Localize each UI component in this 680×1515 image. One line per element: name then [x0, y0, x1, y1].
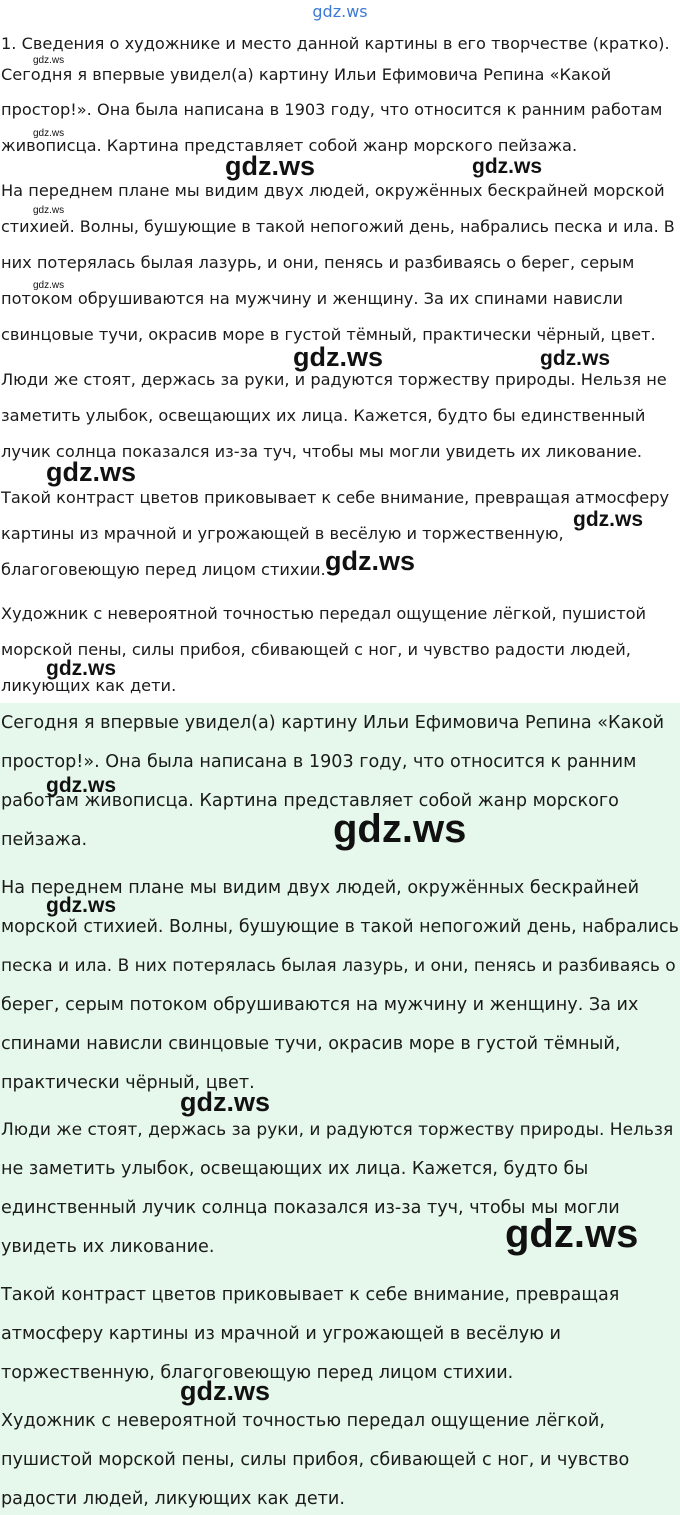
text-line: берег, серым потоком обрушиваются на мужчину и женщину. За их — [1, 995, 639, 1015]
text-line: работам живописца. Картина представляет собой жанр морского — [1, 791, 619, 811]
text-line: Люди же стоят, держась за руки, и радуются торжеству природы. Нельзя не — [1, 370, 667, 389]
watermark: gdz.ws — [505, 1212, 639, 1256]
watermark: gdz.ws — [333, 807, 467, 851]
text-line: атмосферу картины из мрачной и угрожающей в весёлую и — [1, 1324, 561, 1344]
text-line: Такой контраст цветов приковывает к себе внимание, превращая — [1, 1285, 620, 1305]
watermark: gdz.ws — [46, 774, 117, 797]
text-line: пушистой морской пены, силы прибоя, сбивающей с ног, и чувство — [1, 1450, 630, 1470]
text-line: стихией. Волны, бушующие в такой непогожий день, набрались песка и ила. В — [1, 217, 675, 236]
watermark: gdz.ws — [46, 657, 117, 680]
text-line: не заметить улыбок, освещающих их лица. Кажется, будто бы — [1, 1159, 589, 1179]
watermark: gdz.ws — [293, 342, 384, 372]
watermark: gdz.ws — [46, 894, 117, 917]
text-line: морской стихией. Волны, бушующие в такой непогожий день, набрались — [1, 917, 679, 937]
watermark: gdz.ws — [225, 151, 316, 181]
original-answer-section — [0, 0, 680, 703]
text-line: На переднем плане мы видим двух людей, окружённых бескрайней морской — [1, 181, 665, 200]
watermark: gdz.ws — [33, 280, 65, 291]
text-line: радости людей, ликующих как дети. — [1, 1489, 345, 1509]
watermark: gdz.ws — [33, 128, 65, 139]
text-line: Сегодня я впервые увидел(а) картину Ильи Ефимовича Репина «Какой — [1, 65, 612, 84]
text-line: увидеть их ликование. — [1, 1237, 215, 1257]
text-line: Художник с невероятной точностью передал ощущение лёгкой, пушистой — [1, 604, 647, 623]
text-line: спинами нависли свинцовые тучи, окрасив море в густой тёмный, — [1, 1034, 621, 1054]
text-line: простор!». Она была написана в 1903 году, что относится к ранним — [1, 752, 637, 772]
watermark: gdz.ws — [325, 546, 416, 576]
watermark: gdz.ws — [180, 1087, 271, 1117]
text-line: ликующих как дети. — [1, 676, 177, 695]
watermark: gdz.ws — [46, 457, 137, 487]
watermark: gdz.ws — [573, 508, 644, 531]
text-line: Сегодня я впервые увидел(а) картину Ильи Ефимовича Репина «Какой — [1, 713, 665, 733]
text-line: практически чёрный, цвет. — [1, 1073, 255, 1093]
text-line: Художник с невероятной точностью передал ощущение лёгкой, — [1, 1411, 605, 1431]
text-line: лучик солнца показался из-за туч, чтобы мы могли увидеть их ликование. — [1, 442, 643, 461]
watermark: gdz.ws — [540, 347, 611, 370]
text-line: морской пены, силы прибоя, сбивающей с ног, и чувство радости людей, — [1, 640, 631, 659]
text-line: пейзажа. — [1, 830, 88, 850]
text-line: На переднем плане мы видим двух людей, окружённых бескрайней — [1, 878, 640, 898]
text-line: картины из мрачной и угрожающей в весёлую и торжественную, — [1, 524, 564, 543]
text-line: песка и ила. В них потерялась былая лазурь, и они, пенясь и разбиваясь о — [1, 956, 676, 976]
text-line: свинцовые тучи, окрасив море в густой тёмный, практически чёрный, цвет. — [1, 325, 656, 344]
text-line: них потерялась былая лазурь, и они, пенясь и разбиваясь о берег, серым — [1, 253, 635, 272]
answer-variant-section — [0, 703, 680, 1515]
text-line: Люди же стоят, держась за руки, и радуются торжеству природы. Нельзя — [1, 1120, 674, 1140]
text-line: благоговеющую перед лицом стихии. — [1, 560, 326, 579]
task-heading: 1. Сведения о художнике и место данной картины в его творчестве (кратко). — [1, 34, 670, 53]
text-line: заметить улыбок, освещающих их лица. Кажется, будто бы единственный — [1, 406, 646, 425]
watermark: gdz.ws — [33, 55, 65, 66]
text-line: Такой контраст цветов приковывает к себе внимание, превращая атмосферу — [1, 488, 670, 507]
text-line: простор!». Она была написана в 1903 году, что относится к ранним работам — [1, 100, 663, 119]
brand-header-link[interactable]: gdz.ws — [312, 2, 368, 21]
watermark: gdz.ws — [33, 205, 65, 216]
watermark: gdz.ws — [472, 155, 543, 178]
text-line: единственный лучик солнца показался из-за туч, чтобы мы могли — [1, 1198, 620, 1218]
text-line: торжественную, благоговеющую перед лицом стихии. — [1, 1363, 514, 1383]
text-line: живописца. Картина представляет собой жанр морского пейзажа. — [1, 136, 578, 155]
watermark: gdz.ws — [180, 1376, 271, 1406]
text-line: потоком обрушиваются на мужчину и женщину. За их спинами нависли — [1, 289, 624, 308]
